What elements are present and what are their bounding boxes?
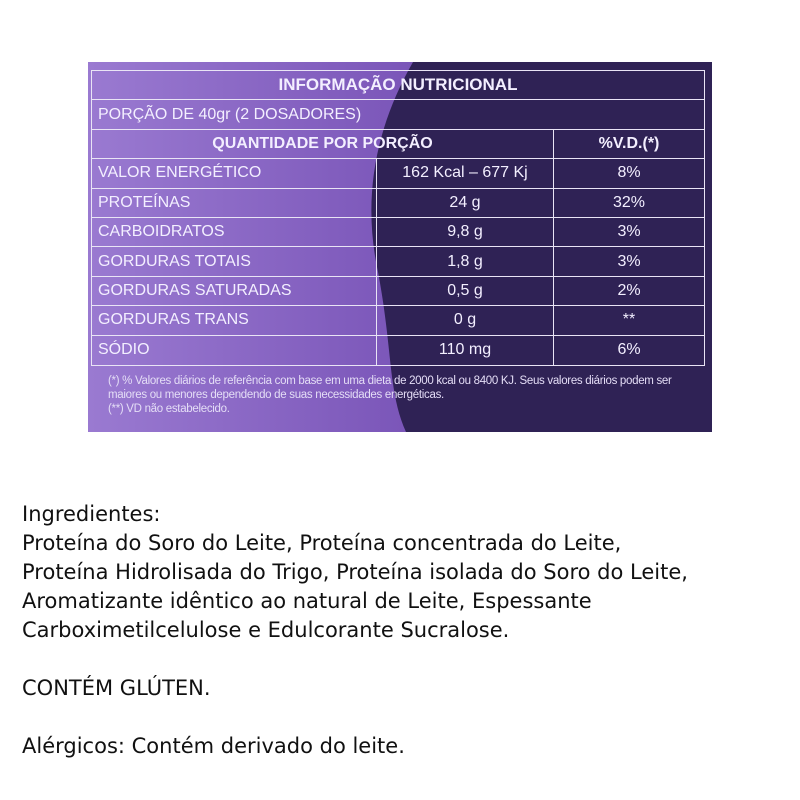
- nutrient-daily-value: 6%: [617, 341, 641, 359]
- table-header-row: [92, 130, 704, 159]
- table-row: [92, 189, 704, 218]
- nutrient-daily-value: 3%: [617, 252, 641, 270]
- table-row: [92, 159, 704, 188]
- nutrient-name: GORDURAS SATURADAS: [92, 277, 377, 305]
- portion-label: PORÇÃO DE 40gr (2 DOSADORES): [98, 105, 362, 123]
- nutrient-daily-value: 2%: [617, 281, 641, 299]
- table-row: [92, 218, 704, 247]
- nutrient-quantity: 162 Kcal – 677 Kj: [377, 159, 554, 187]
- spacer: [22, 703, 792, 732]
- footnote-not-established: (**) VD não estabelecido.: [108, 403, 230, 415]
- table-title: INFORMAÇÃO NUTRICIONAL: [278, 75, 518, 95]
- product-info-text: [22, 500, 792, 761]
- table-row: [92, 336, 704, 365]
- ingredients-line: Aromatizante idêntico ao natural de Leite, Espessante: [22, 589, 592, 613]
- nutrient-quantity: 24 g: [377, 189, 554, 217]
- nutrition-table: [91, 70, 705, 366]
- table-row: [92, 247, 704, 276]
- portion-row: [92, 100, 704, 129]
- header-daily-value: %V.D.(*): [598, 134, 660, 152]
- table-row: [92, 277, 704, 306]
- header-quantity: QUANTIDADE POR PORÇÃO: [92, 130, 554, 158]
- table-row: [92, 306, 704, 335]
- nutrient-daily-value: **: [622, 311, 636, 329]
- nutrient-daily-value: 3%: [617, 223, 641, 241]
- nutrition-facts-panel: [88, 62, 712, 432]
- ingredients-line: Proteína Hidrolisada do Trigo, Proteína isolada do Soro do Leite,: [22, 560, 688, 584]
- nutrient-name: PROTEÍNAS: [92, 189, 377, 217]
- nutrient-name: SÓDIO: [92, 336, 377, 365]
- nutrient-quantity: 9,8 g: [377, 218, 554, 246]
- table-title-row: [92, 71, 704, 100]
- gluten-warning: CONTÉM GLÚTEN.: [22, 676, 211, 700]
- spacer: [22, 645, 792, 674]
- nutrient-daily-value: 32%: [612, 193, 646, 211]
- ingredients-line: Proteína do Soro do Leite, Proteína concentrada do Leite,: [22, 531, 622, 555]
- nutrient-quantity: 110 mg: [377, 336, 554, 365]
- nutrient-daily-value: 8%: [617, 164, 641, 182]
- nutrient-name: VALOR ENERGÉTICO: [92, 159, 377, 187]
- nutrient-name: GORDURAS TRANS: [92, 306, 377, 334]
- nutrient-name: CARBOIDRATOS: [92, 218, 377, 246]
- footnote-daily-values: (*) % Valores diários de referência com base em uma dieta de 2000 kcal ou 8400 KJ. Seus valores diários podem ser maiores ou menores dependendo de suas necessidades energéticas.: [108, 375, 672, 401]
- nutrient-quantity: 0,5 g: [377, 277, 554, 305]
- table-footnotes: [108, 374, 698, 416]
- ingredients-label: Ingredientes:: [22, 502, 161, 526]
- allergen-warning: Alérgicos: Contém derivado do leite.: [22, 734, 405, 758]
- nutrient-quantity: 1,8 g: [377, 247, 554, 275]
- nutrient-name: GORDURAS TOTAIS: [92, 247, 377, 275]
- ingredients-line: Carboximetilcelulose e Edulcorante Sucralose.: [22, 618, 510, 642]
- nutrient-quantity: 0 g: [377, 306, 554, 334]
